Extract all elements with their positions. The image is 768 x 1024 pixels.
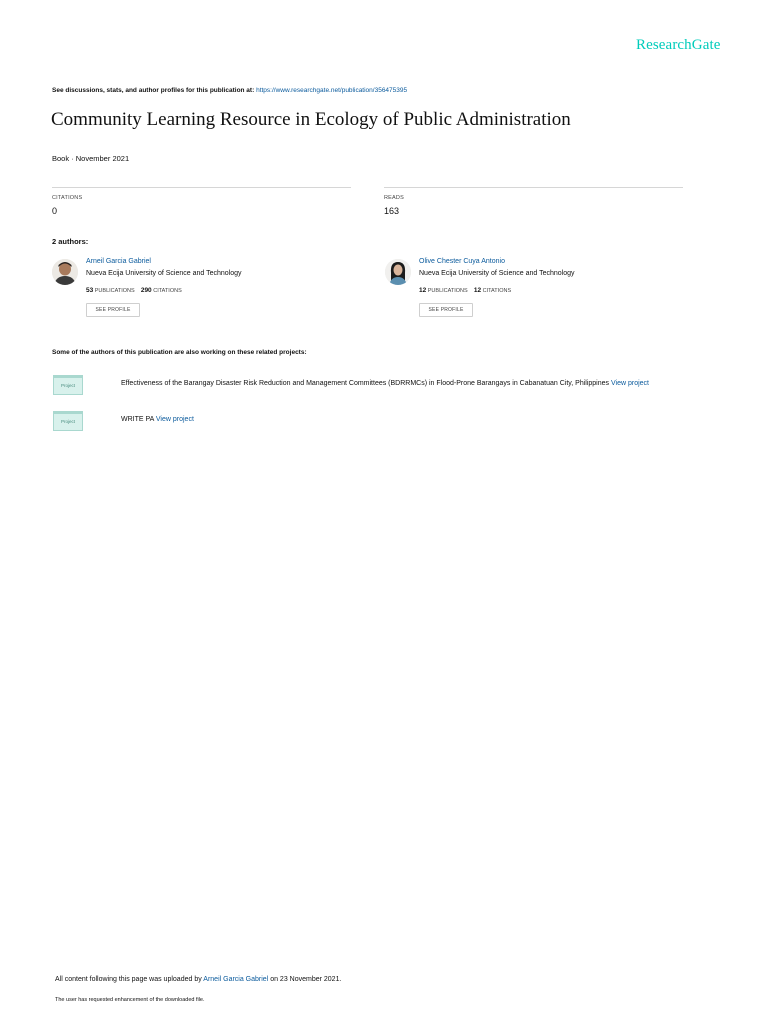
- publication-title: Community Learning Resource in Ecology of Public Administration: [51, 109, 571, 130]
- author-publications-label: PUBLICATIONS: [427, 288, 468, 294]
- enhancement-note: The user has requested enhancement of the downloaded file.: [55, 997, 205, 1003]
- related-projects-heading: Some of the authors of this publication are also working on these related projects:: [52, 349, 307, 356]
- see-discussions-line: [52, 87, 407, 94]
- citations-label: CITATIONS: [52, 195, 83, 201]
- author-publications-label: PUBLICATIONS: [94, 288, 135, 294]
- reads-label: READS: [384, 195, 404, 201]
- author-name-link[interactable]: Olive Chester Cuya Antonio: [419, 258, 505, 265]
- upload-suffix: on 23 November 2021.: [270, 976, 342, 983]
- project-title: Effectiveness of the Barangay Disaster Risk Reduction and Management Committees (BDRRMCs) in Flood-Prone Barangays in Cabanatuan City, Philippines: [121, 380, 610, 387]
- author-institution: Nueva Ecija University of Science and Technology: [86, 270, 242, 277]
- view-project-link[interactable]: View project: [610, 380, 649, 387]
- upload-note: [55, 976, 341, 983]
- project-thumbnail[interactable]: Project: [53, 375, 83, 395]
- reads-value: 163: [384, 206, 400, 216]
- view-project-link[interactable]: View project: [155, 416, 194, 423]
- author-citations-count: 290: [140, 287, 152, 294]
- author-citations-label: CITATIONS: [482, 288, 512, 294]
- project-thumbnail[interactable]: Project: [53, 411, 83, 431]
- reads-stat: [384, 187, 683, 216]
- citations-value: 0: [52, 206, 58, 216]
- avatar[interactable]: [52, 259, 78, 285]
- upload-prefix: All content following this page was uploaded by: [55, 976, 202, 983]
- project-title: WRITE PA: [121, 416, 154, 423]
- avatar[interactable]: [385, 259, 411, 285]
- publication-url-link[interactable]: https://www.researchgate.net/publication/356475395: [256, 87, 408, 94]
- project-row: [53, 411, 733, 433]
- author-citations-label: CITATIONS: [153, 288, 182, 294]
- author-stats: [419, 287, 511, 294]
- project-row: [53, 375, 733, 397]
- see-profile-button[interactable]: SEE PROFILE: [419, 303, 473, 317]
- see-profile-button[interactable]: SEE PROFILE: [86, 303, 140, 317]
- author-publications-count: 12: [419, 287, 427, 294]
- authors-heading: 2 authors:: [52, 237, 89, 246]
- citations-stat: [52, 187, 351, 216]
- author-publications-count: 53: [86, 287, 94, 294]
- author-name-link[interactable]: Arneil Garcia Gabriel: [86, 258, 151, 265]
- project-description: [121, 416, 194, 423]
- publication-meta: Book · November 2021: [52, 154, 130, 163]
- author-stats: [86, 287, 182, 294]
- author-citations-count: 12: [473, 287, 482, 294]
- researchgate-logo[interactable]: ResearchGate: [636, 37, 721, 53]
- uploader-link[interactable]: Arneil Garcia Gabriel: [203, 976, 269, 983]
- author-institution: Nueva Ecija University of Science and Technology: [419, 270, 575, 277]
- project-description: [121, 380, 649, 387]
- see-discussions-text: See discussions, stats, and author profiles for this publication at:: [52, 87, 255, 94]
